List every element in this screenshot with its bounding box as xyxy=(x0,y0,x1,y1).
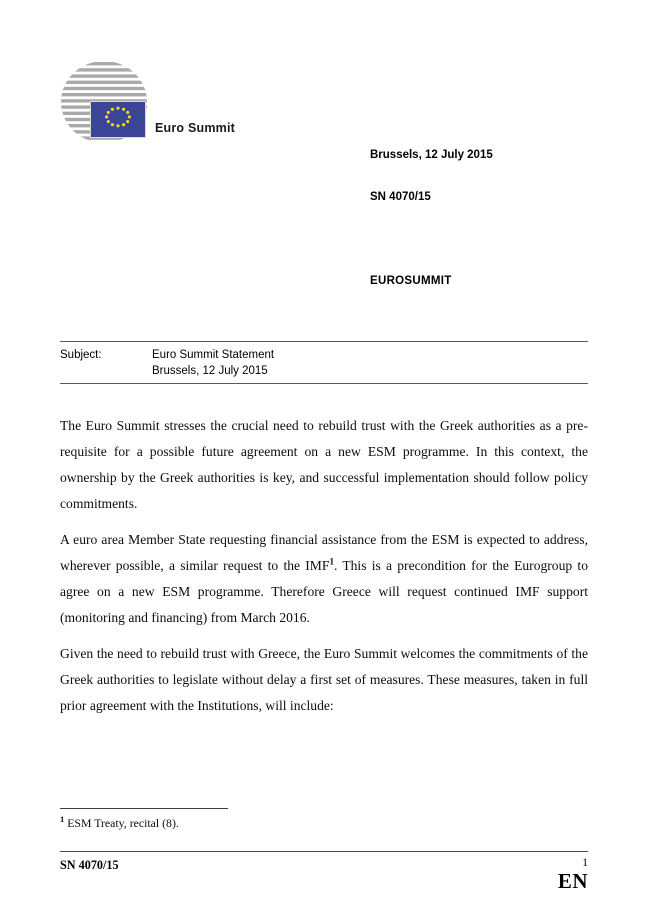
reference-block xyxy=(370,149,493,203)
footer-document-number: SN 4070/15 xyxy=(60,858,119,872)
body-text xyxy=(60,413,588,719)
paragraph-1: The Euro Summit stresses the crucial need to rebuild trust with the Greek authorities as a pre-requisite for a possible future agreement on a new ESM programme. In this context, the ownership by the Greek authorities is key, and successful implementation should follow policy commitments. xyxy=(60,418,588,511)
page-footer xyxy=(60,851,588,893)
footnote-item xyxy=(60,816,588,831)
paragraph-2-text-before-footnote: A euro area Member State requesting financial assistance from the ESM is expected to address, wherever possible, a similar request to the IMF xyxy=(60,532,588,573)
footnote-reference-marker: 1 xyxy=(329,556,334,567)
subject-block xyxy=(60,341,588,384)
eu-flag-icon xyxy=(90,101,146,138)
page-number: 1 xyxy=(582,857,588,869)
letterhead-title: Euro Summit xyxy=(155,121,235,135)
paragraph-2 xyxy=(60,527,588,631)
footnote-area xyxy=(60,808,588,831)
letterhead xyxy=(60,60,360,146)
subject-line-2: Brussels, 12 July 2015 xyxy=(152,365,268,377)
footnote-separator-rule xyxy=(60,808,228,809)
subject-value xyxy=(152,347,274,379)
footer-right-group xyxy=(558,857,588,893)
subject-line-1: Euro Summit Statement xyxy=(152,349,275,361)
paragraph-2-text-after-footnote: . This is a precondition for the Eurogroup to agree on a new ESM programme. Therefore Greece will request continued IMF support (monitoring and financing) from March 2016. xyxy=(60,558,588,625)
place-and-date: Brussels, 12 July 2015 xyxy=(370,149,493,161)
subject-label: Subject: xyxy=(60,349,102,361)
document-kind: EUROSUMMIT xyxy=(370,275,452,287)
footnote-text: ESM Treaty, recital (8). xyxy=(67,816,179,830)
paragraph-3: Given the need to rebuild trust with Greece, the Euro Summit welcomes the commitments of the Greek authorities to legislate without delay a first set of measures. These measures, taken in full prior agreement with the Institutions, will include: xyxy=(60,646,588,713)
document-number: SN 4070/15 xyxy=(370,191,431,203)
language-code: EN xyxy=(557,869,588,893)
footnote-marker: 1 xyxy=(60,814,65,825)
